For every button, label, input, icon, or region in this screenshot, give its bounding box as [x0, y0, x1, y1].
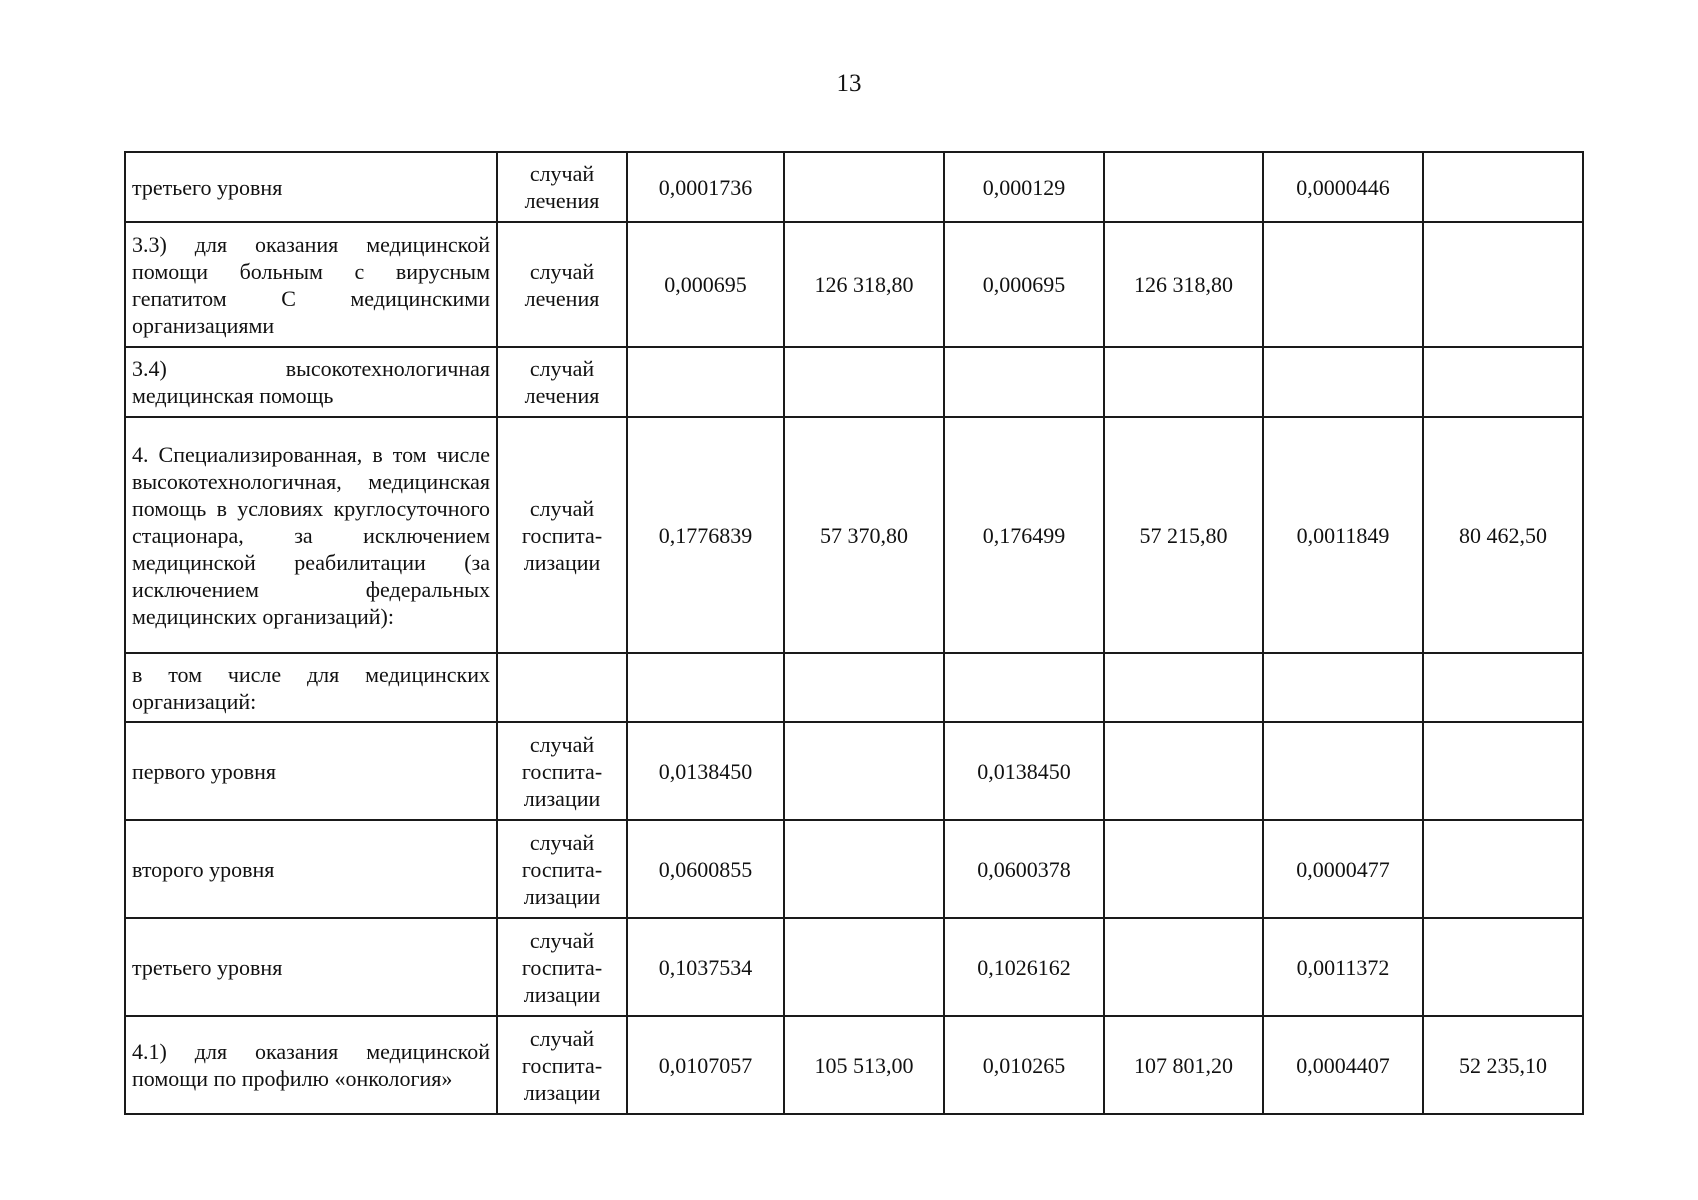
- row-value: [784, 918, 944, 1016]
- row-value: [1104, 653, 1263, 722]
- row-value: 0,1037534: [627, 918, 784, 1016]
- row-unit: [497, 653, 627, 722]
- row-value: 0,0004407: [1263, 1016, 1423, 1114]
- row-value: [784, 722, 944, 820]
- table-row: [125, 152, 1583, 222]
- row-value: 0,1026162: [944, 918, 1104, 1016]
- table-row: [125, 653, 1583, 722]
- row-unit: случай госпита-лизации: [497, 417, 627, 653]
- table-row: [125, 820, 1583, 918]
- row-value: 0,0011849: [1263, 417, 1423, 653]
- tariff-table: [124, 151, 1584, 1115]
- row-value: [1263, 347, 1423, 417]
- row-value: 52 235,10: [1423, 1016, 1583, 1114]
- row-value: 0,010265: [944, 1016, 1104, 1114]
- row-unit: случай госпита-лизации: [497, 820, 627, 918]
- row-value: [1423, 653, 1583, 722]
- row-value: [1423, 347, 1583, 417]
- row-description: первого уровня: [125, 722, 497, 820]
- row-unit: случай госпита-лизации: [497, 722, 627, 820]
- row-value: 0,0138450: [944, 722, 1104, 820]
- row-description: 4. Специализированная, в том числе высокотехнологичная, медицинская помощь в условиях круглосуточного стационара, за исключением медицинской реабилитации (за исключением федеральных медицинских организаций):: [125, 417, 497, 653]
- row-description: 3.4) высокотехнологичная медицинская помощь: [125, 347, 497, 417]
- row-value: [1423, 222, 1583, 347]
- row-value: 105 513,00: [784, 1016, 944, 1114]
- table-row: [125, 417, 1583, 653]
- row-value: [627, 347, 784, 417]
- table-row: [125, 918, 1583, 1016]
- row-value: 0,000695: [944, 222, 1104, 347]
- row-value: [1263, 722, 1423, 820]
- table-row: [125, 722, 1583, 820]
- row-value: [784, 347, 944, 417]
- table-row: [125, 222, 1583, 347]
- row-value: [784, 653, 944, 722]
- row-description: 3.3) для оказания медицинской помощи больным с вирусным гепатитом С медицинскими организациями: [125, 222, 497, 347]
- page-number: 13: [836, 70, 862, 97]
- row-description: второго уровня: [125, 820, 497, 918]
- row-value: [784, 152, 944, 222]
- row-value: 57 370,80: [784, 417, 944, 653]
- row-value: [1423, 820, 1583, 918]
- row-value: [627, 653, 784, 722]
- row-description: 4.1) для оказания медицинской помощи по профилю «онкология»: [125, 1016, 497, 1114]
- row-value: 107 801,20: [1104, 1016, 1263, 1114]
- row-value: 0,0000446: [1263, 152, 1423, 222]
- row-value: 0,0138450: [627, 722, 784, 820]
- row-value: [784, 820, 944, 918]
- row-value: [1423, 918, 1583, 1016]
- row-value: 126 318,80: [784, 222, 944, 347]
- table-row: [125, 1016, 1583, 1114]
- row-unit: случай лечения: [497, 222, 627, 347]
- row-value: [1104, 347, 1263, 417]
- table-row: [125, 347, 1583, 417]
- row-value: [1104, 152, 1263, 222]
- row-value: [944, 653, 1104, 722]
- row-value: 0,0107057: [627, 1016, 784, 1114]
- row-value: 57 215,80: [1104, 417, 1263, 653]
- row-value: 0,0000477: [1263, 820, 1423, 918]
- row-value: 0,1776839: [627, 417, 784, 653]
- row-description: в том числе для медицинских организаций:: [125, 653, 497, 722]
- row-value: [1423, 152, 1583, 222]
- row-value: 0,176499: [944, 417, 1104, 653]
- row-description: третьего уровня: [125, 152, 497, 222]
- row-value: [1423, 722, 1583, 820]
- row-value: 0,0600855: [627, 820, 784, 918]
- row-value: 126 318,80: [1104, 222, 1263, 347]
- row-value: [1263, 222, 1423, 347]
- row-description: третьего уровня: [125, 918, 497, 1016]
- row-value: 0,0011372: [1263, 918, 1423, 1016]
- row-value: [1263, 653, 1423, 722]
- row-value: 0,000695: [627, 222, 784, 347]
- row-unit: случай госпита-лизации: [497, 918, 627, 1016]
- row-value: [1104, 918, 1263, 1016]
- row-value: [1104, 820, 1263, 918]
- row-unit: случай лечения: [497, 152, 627, 222]
- row-value: 80 462,50: [1423, 417, 1583, 653]
- row-unit: случай госпита-лизации: [497, 1016, 627, 1114]
- row-value: [1104, 722, 1263, 820]
- row-value: 0,0001736: [627, 152, 784, 222]
- row-value: [944, 347, 1104, 417]
- row-unit: случай лечения: [497, 347, 627, 417]
- row-value: 0,000129: [944, 152, 1104, 222]
- row-value: 0,0600378: [944, 820, 1104, 918]
